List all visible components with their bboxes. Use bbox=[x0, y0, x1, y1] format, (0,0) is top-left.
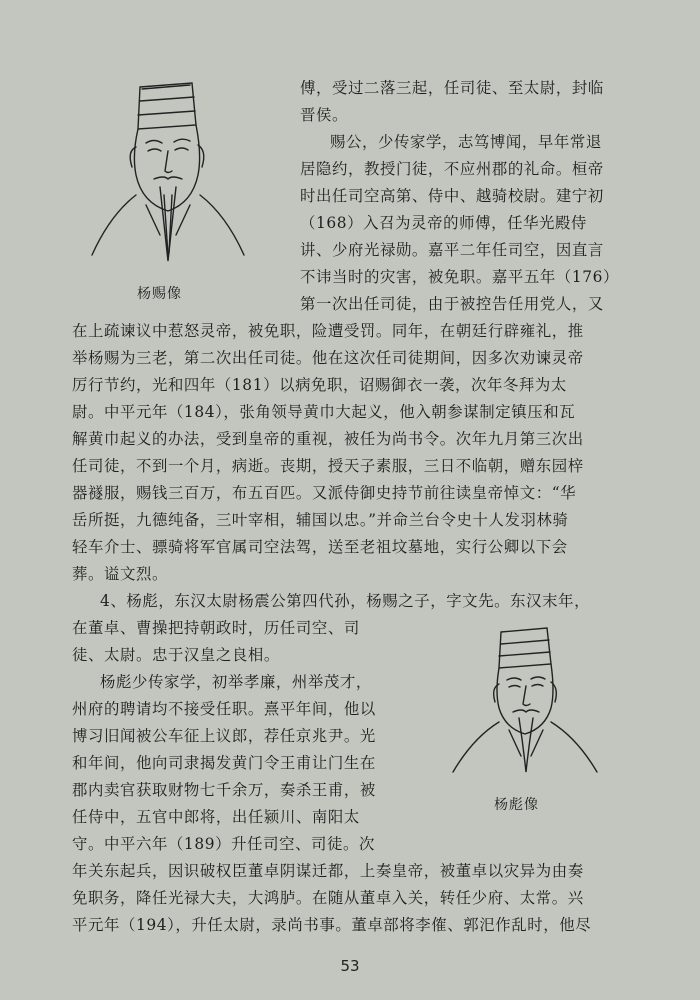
yang-ci-caption: 杨赐像 bbox=[137, 286, 182, 302]
yang-ci-portrait-icon bbox=[80, 75, 255, 280]
text-line: 时出任司空高第、侍中、越骑校尉。建宁初 bbox=[300, 187, 604, 205]
text-line: 任侍中，五官中郎将，出任颍川、南阳太 bbox=[72, 808, 360, 826]
text-line: 不讳当时的灾害，被免职。嘉平五年（176） bbox=[300, 268, 620, 286]
text-line: 郡内卖官获取财物七千余万，奏杀王甫，被 bbox=[72, 781, 376, 799]
text-line: 免职务，降任光禄大夫，大鸿胪。在随从董卓入关，转任少府、太常。兴 bbox=[72, 889, 584, 907]
text-line: 杨彪少传家学，初举孝廉，州举茂才， bbox=[100, 673, 372, 691]
text-line: 徒、太尉。忠于汉皇之良相。 bbox=[72, 646, 280, 664]
text-line: 州府的聘请均不接受任职。熹平年间，他以 bbox=[72, 700, 376, 718]
yang-ci-portrait bbox=[80, 75, 255, 280]
text-line: 博习旧闻被公车征上议郎，荐任京兆尹。光 bbox=[72, 727, 376, 745]
text-line: 厉行节约，光和四年（181）以病免职，诏赐御衣一袭，次年冬拜为太 bbox=[72, 376, 567, 394]
text-line: 尉。中平元年（184），张角领导黄巾大起义，他入朝参谋制定镇压和瓦 bbox=[72, 403, 576, 421]
text-line: 晋侯。 bbox=[300, 106, 348, 124]
text-line: 葬。谥文烈。 bbox=[72, 565, 168, 583]
text-line: 第一次出任司徒，由于被控告任用党人，又 bbox=[300, 295, 604, 313]
text-line: 在上疏谏议中惹怒灵帝，被免职，险遭受罚。同年，在朝廷行辟雍礼，推 bbox=[72, 322, 584, 340]
text-line: 赐公，少传家学，志笃博闻，早年常退 bbox=[330, 133, 602, 151]
text-line: 年关东起兵，因识破权臣董卓阴谋迁都，上奏皇帝，被董卓以灾异为由奏 bbox=[72, 862, 584, 880]
yang-biao-caption: 杨彪像 bbox=[494, 797, 539, 813]
text-line: 在董卓、曹操把持朝政时，历任司空、司 bbox=[72, 619, 360, 637]
text-line: 和年间，他向司隶揭发黄门令王甫让门生在 bbox=[72, 754, 376, 772]
yang-biao-portrait-icon bbox=[447, 622, 607, 792]
text-line: 平元年（194），升任太尉，录尚书事。董卓部将李傕、郭汜作乱时，他尽 bbox=[72, 916, 592, 934]
text-line: 岳所挺，九德纯备，三叶宰相，辅国以忠。”并命兰台令史十人发羽林骑 bbox=[72, 511, 569, 529]
text-line: 解黄巾起义的办法，受到皇帝的重视，被任为尚书令。次年九月第三次出 bbox=[72, 430, 584, 448]
yang-biao-portrait bbox=[447, 622, 607, 792]
text-line: （168）入召为灵帝的师傅，任华光殿侍 bbox=[300, 214, 588, 232]
text-line: 居隐约，教授门徒，不应州郡的礼命。桓帝 bbox=[300, 160, 604, 178]
text-line: 举杨赐为三老，第二次出任司徒。他在这次任司徒期间，因多次劝谏灵帝 bbox=[72, 349, 584, 367]
text-line: 讲、少府光禄勋。嘉平二年任司空，因直言 bbox=[300, 241, 604, 259]
text-line: 任司徒，不到一个月，病逝。丧期，授天子素服，三日不临朝，赠东园梓 bbox=[72, 457, 584, 475]
text-line: 傅，受过二落三起，任司徒、至太尉，封临 bbox=[300, 79, 604, 97]
text-line: 4、杨彪，东汉太尉杨震公第四代孙，杨赐之子，字文先。东汉末年， bbox=[100, 592, 591, 610]
text-line: 器襚服，赐钱三百万，布五百匹。又派侍御史持节前往读皇帝悼文：“华 bbox=[72, 484, 577, 502]
page-number: 53 bbox=[340, 957, 360, 975]
text-line: 轻车介士、骠骑将军官属司空法驾，送至老祖坟墓地，实行公卿以下会 bbox=[72, 538, 568, 556]
text-line: 守。中平六年（189）升任司空、司徒。次 bbox=[72, 835, 376, 853]
